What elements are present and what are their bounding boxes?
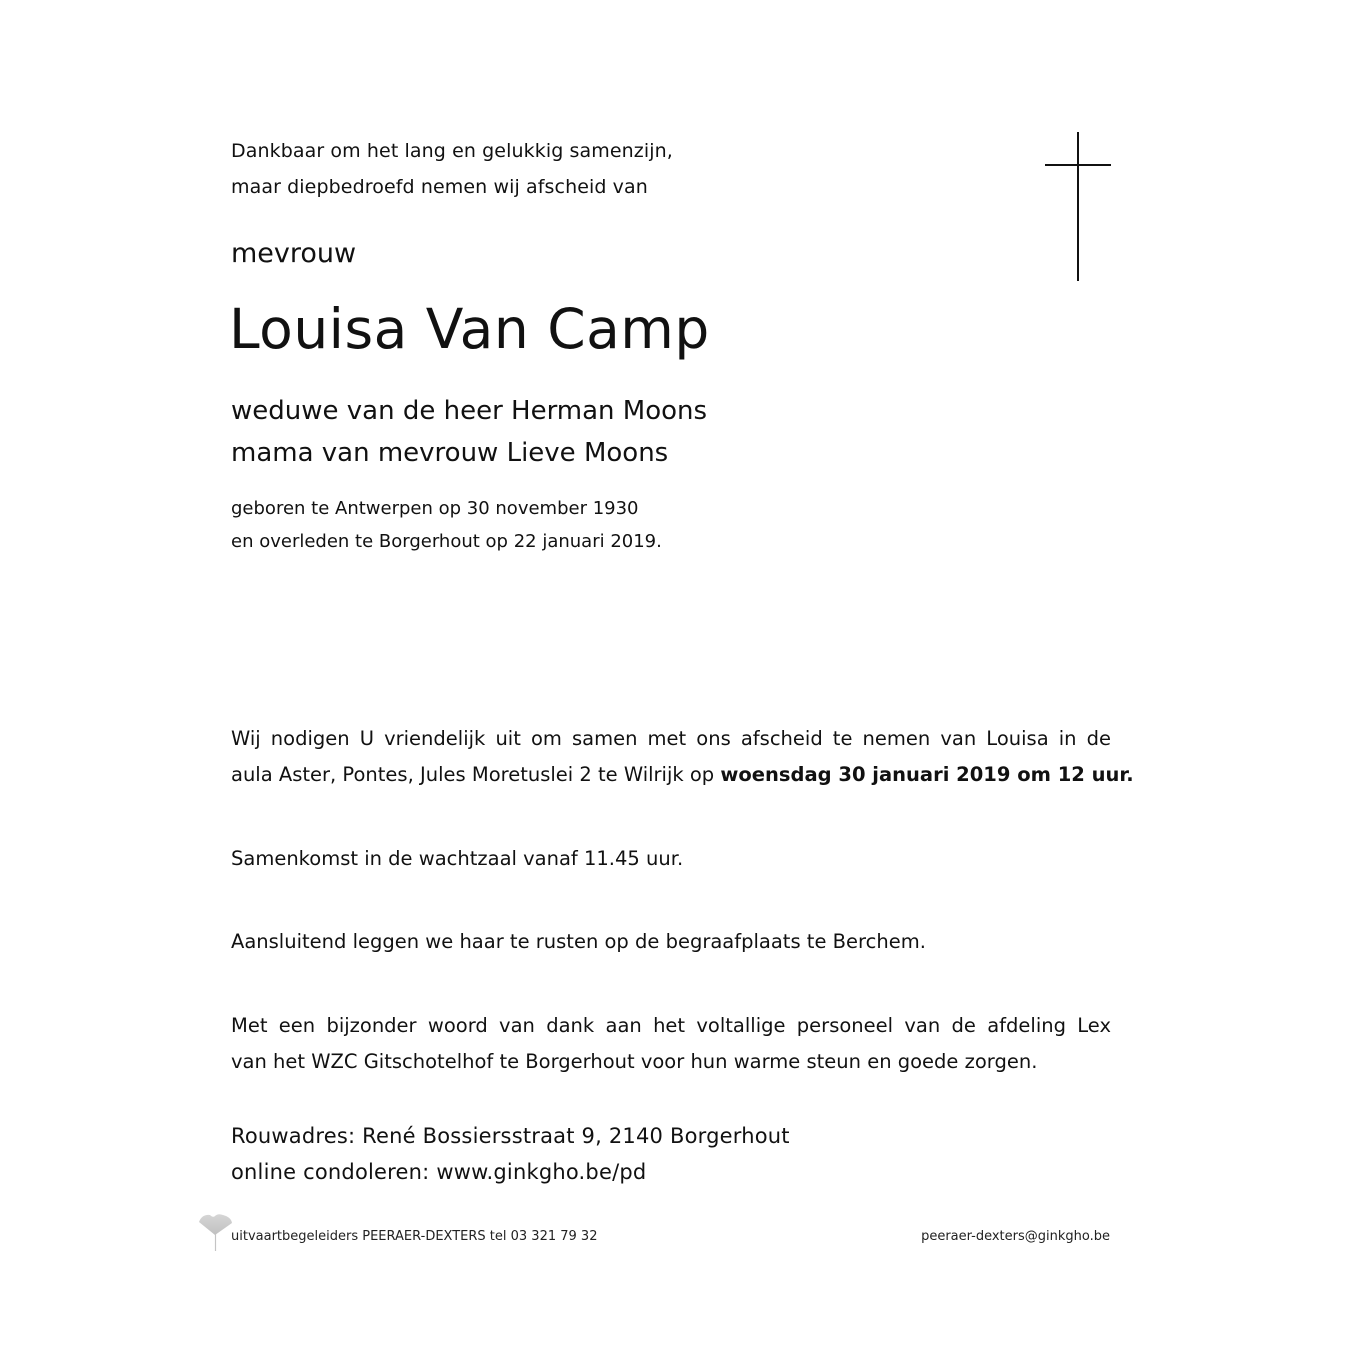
cross-vertical-bar [1077, 132, 1079, 281]
birth-line: geboren te Antwerpen op 30 november 1930 [231, 498, 639, 519]
cross-horizontal-bar [1045, 164, 1111, 166]
invitation-line-2 [231, 757, 1134, 793]
invitation-location: aula Aster, Pontes, Jules Moretuslei 2 te Wilrijk op [231, 763, 721, 786]
deceased-name: Louisa Van Camp [229, 297, 710, 361]
death-line: en overleden te Borgerhout op 22 januari 2019. [231, 531, 662, 552]
title-prefix: mevrouw [231, 238, 357, 269]
thanks-line-2: van het WZC Gitschotelhof te Borgerhout voor hun warme steun en goede zorgen. [231, 1050, 1038, 1073]
online-condolences[interactable]: online condoleren: www.ginkgho.be/pd [231, 1160, 647, 1184]
invitation-paragraph [231, 721, 1134, 793]
ginkgo-leaf-blade [199, 1214, 232, 1235]
funeral-home-email[interactable]: peeraer-dexters@ginkgho.be [921, 1229, 1110, 1244]
ginkgo-leaf-icon [196, 1212, 236, 1252]
thanks-paragraph [231, 1008, 1111, 1080]
gathering-paragraph: Samenkomst in de wachtzaal vanaf 11.45 uur. [231, 847, 684, 870]
invitation-line-1: Wij nodigen U vriendelijk uit om samen met ons afscheid te nemen van Louisa in de [231, 727, 1111, 750]
burial-paragraph: Aansluitend leggen we haar te rusten op de begraafplaats te Berchem. [231, 930, 926, 953]
intro-line-2: maar diepbedroefd nemen wij afscheid van [231, 176, 648, 198]
invitation-datetime: woensdag 30 januari 2019 om 12 uur. [720, 763, 1134, 786]
thanks-line-1: Met een bijzonder woord van dank aan het voltallige personeel van de afdeling Lex [231, 1014, 1111, 1037]
relation-line-2: mama van mevrouw Lieve Moons [231, 438, 669, 468]
relation-line-1: weduwe van de heer Herman Moons [231, 396, 708, 426]
intro-line-1: Dankbaar om het lang en gelukkig samenzijn, [231, 140, 673, 162]
mourning-address: Rouwadres: René Bossiersstraat 9, 2140 Borgerhout [231, 1124, 790, 1148]
funeral-home-info: uitvaartbegeleiders PEERAER-DEXTERS tel 03 321 79 32 [231, 1229, 598, 1244]
